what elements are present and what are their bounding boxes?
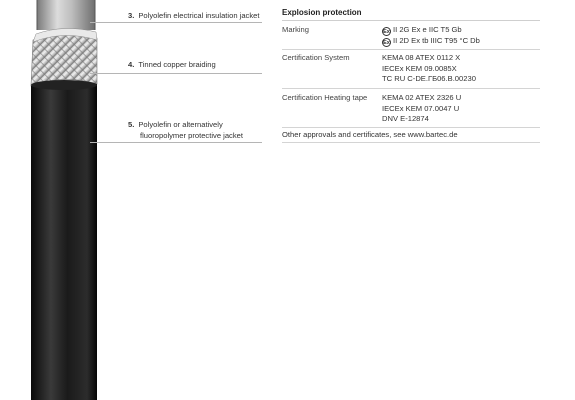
- insulation-jacket: [37, 0, 95, 30]
- cable-label-3: 3. Polyolefin electrical insulation jacket: [128, 11, 260, 20]
- cable-illustration: [0, 0, 100, 400]
- row-divider: [282, 127, 540, 128]
- row-divider: [282, 88, 540, 89]
- approvals-note: Other approvals and certificates, see www.bartec.de: [282, 130, 458, 139]
- ex-symbol-icon: Ex: [383, 40, 390, 46]
- row-divider: [282, 49, 540, 50]
- marking-line: Ex II 2G Ex e IIC T5 Gb: [383, 25, 462, 35]
- copper-braiding: [31, 32, 97, 86]
- marking-row: Marking Ex II 2G Ex e IIC T5 Gb Ex II 2D Ex tb IIIC T95 °C Db: [282, 25, 480, 46]
- marking-line: Ex II 2D Ex tb IIIC T95 °C Db: [383, 36, 480, 46]
- leader-line-4: [90, 73, 262, 74]
- ex-symbol-icon: Ex: [383, 29, 390, 35]
- cable-label-4: 4. Tinned copper braiding: [128, 60, 216, 69]
- leader-line-5: [90, 142, 262, 143]
- row-divider: [282, 142, 540, 143]
- cable-label-5: 5. Polyolefin or alternatively fluoropolymer protective jacket: [128, 120, 243, 140]
- leader-line-3: [90, 22, 262, 23]
- outer-jacket: [31, 81, 97, 400]
- section-title: Explosion protection: [282, 8, 540, 21]
